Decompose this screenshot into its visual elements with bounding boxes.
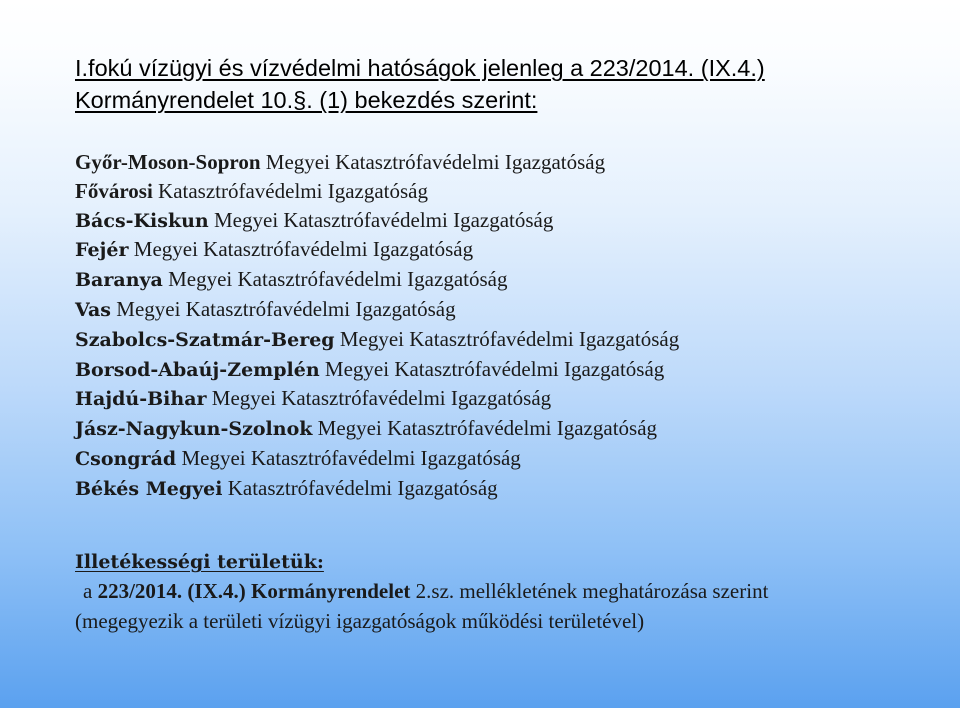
directorate-suffix: Megyei Katasztrófavédelmi Igazgatóság [208,207,554,232]
directorate-suffix: Megyei Katasztrófavédelmi Igazgatóság [176,445,521,470]
title-line-2 [75,84,915,116]
directorate-name: Csongrád [75,447,177,470]
list-item [75,265,679,295]
list-item [75,474,679,504]
directorate-name: Fejér [75,239,129,262]
jurisdiction-prefix: a [83,579,98,603]
directorate-name: Békés Megyei [75,477,223,500]
list-item [75,444,679,474]
title-line-1-text: I.fokú vízügyi és vízvédelmi hatóságok jelenleg a 223/2014. (IX.4.) [75,55,765,81]
directorate-suffix: Megyei Katasztrófavédelmi Igazgatóság [312,416,658,441]
slide-title [75,52,915,116]
directorate-suffix: Megyei Katasztrófavédelmi Igazgatóság [162,267,508,292]
directorate-suffix: Katasztrófavédelmi Igazgatóság [222,475,498,500]
jurisdiction-text [75,576,768,636]
directorate-suffix: Megyei Katasztrófavédelmi Igazgatóság [334,326,680,351]
title-line-2-text: Kormányrendelet 10.§. (1) bekezdés szerint: [75,87,538,113]
list-item [75,148,679,177]
directorate-name: Baranya [75,269,163,292]
directorate-name: Jász-Nagykun-Szolnok [75,418,313,441]
directorate-suffix: Megyei Katasztrófavédelmi Igazgatóság [260,150,606,174]
directorate-suffix: Megyei Katasztrófavédelmi Igazgatóság [128,237,474,262]
directorate-name: Borsod-Abaúj-Zemplén [75,358,320,381]
directorate-name: Vas [75,298,112,321]
directorate-name: Győr-Moson-Sopron [75,150,261,174]
title-line-1 [75,52,915,84]
jurisdiction-suffix: 2.sz. mellékletének meghatározása szerint [410,579,769,603]
jurisdiction-heading: Illetékességi területük: [75,551,324,573]
list-item [75,384,679,414]
directorate-list [75,148,679,504]
directorate-name: Bács-Kiskun [75,209,209,232]
directorate-suffix: Megyei Katasztrófavédelmi Igazgatóság [111,296,456,321]
directorate-suffix: Megyei Katasztrófavédelmi Igazgatóság [206,386,552,411]
list-item [75,206,679,236]
list-item [75,325,679,355]
list-item [75,235,679,265]
list-item [75,295,679,325]
list-item [75,414,679,444]
list-item [75,355,679,385]
directorate-suffix: Megyei Katasztrófavédelmi Igazgatóság [319,356,665,381]
jurisdiction-line-1 [75,576,768,606]
directorate-name: Hajdú-Bihar [75,388,207,411]
directorate-name: Szabolcs-Szatmár-Bereg [75,328,335,351]
decree-reference: 223/2014. (IX.4.) Kormányrendelet [97,579,411,603]
directorate-name: Fővárosi [75,178,153,203]
directorate-suffix: Katasztrófavédelmi Igazgatóság [152,178,428,203]
jurisdiction-line-2: (megegyezik a területi vízügyi igazgatóságok működési területével) [75,609,645,633]
list-item [75,177,679,206]
